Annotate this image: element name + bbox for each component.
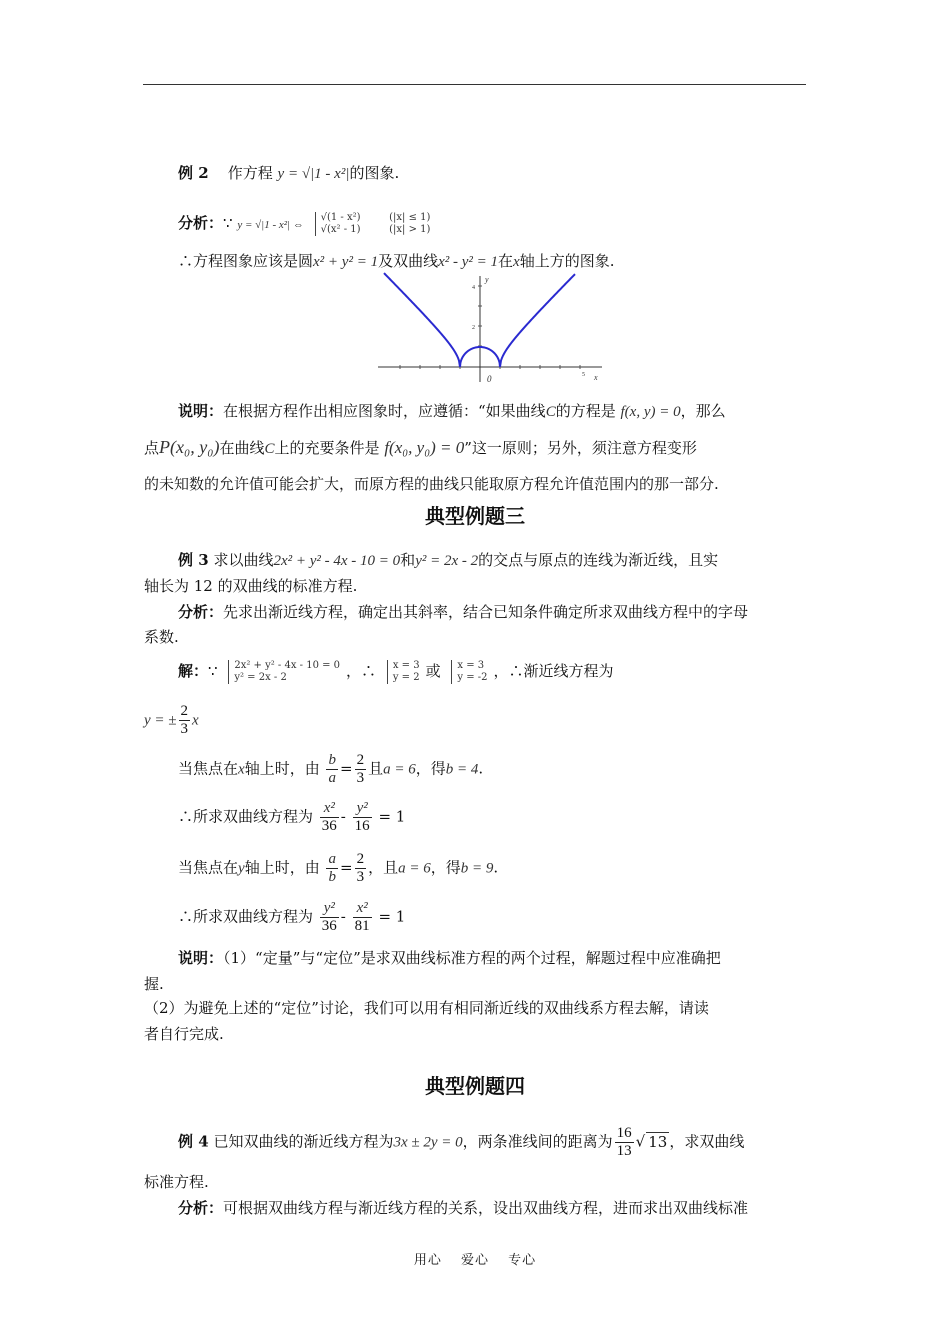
text: C [264, 441, 275, 457]
text: 3x ± 2y = 0 [393, 1134, 463, 1151]
curve-graph [372, 272, 608, 390]
text: ∵ [223, 214, 233, 232]
sqrt-radicand: 13 [648, 1132, 668, 1151]
text: 及双曲线 [378, 252, 439, 270]
text: 在根据方程作出相应图象时，应遵循：“如果曲线 [223, 402, 546, 420]
text: 13 [616, 1143, 632, 1159]
text: 的图象. [349, 164, 400, 182]
example-2-analysis [178, 212, 436, 236]
text: x [513, 254, 520, 270]
text: 当焦点在 [178, 759, 239, 778]
text: (|x| > 1) [389, 224, 431, 235]
text: y² [353, 800, 372, 818]
fraction [355, 752, 367, 787]
text: b = 9 [460, 860, 494, 877]
fraction [179, 703, 191, 738]
fraction [353, 800, 372, 835]
case-y-focus [178, 851, 498, 886]
asymptote-equation [144, 703, 199, 738]
fraction [615, 1125, 634, 1160]
text: 求以曲线 [213, 551, 274, 569]
fraction [353, 900, 372, 935]
text: 轴上时，由 [244, 759, 320, 778]
text: 2 [180, 703, 189, 719]
text: 2x² + y² - 4x - 10 = 0 [234, 660, 341, 671]
text: x² [320, 800, 339, 818]
text: 点 [144, 439, 160, 457]
text: 在 [498, 252, 514, 270]
text: 36 [321, 818, 337, 834]
text: . [493, 858, 499, 877]
text: 上的充要条件是 [274, 439, 380, 457]
example-3-analysis-line-1 [178, 602, 748, 622]
example-4-line-1: 例 4 已知双曲线的渐近线方程为3x ± 2y = 0，两条准线间的距离为 $\frac{16}{13}$ √ 13 ，求双曲线 [178, 1125, 745, 1159]
text: x [192, 712, 199, 729]
tick-label-y-top: 4 [472, 285, 475, 291]
text: = 1 [378, 807, 406, 826]
text: ，求双曲线 [669, 1132, 745, 1151]
note-2-line-3: 的未知数的允许值可能会扩大，而原方程的曲线只能取原方程允许值范围内的那一部分. [144, 475, 719, 493]
text: ，∴渐近线方程为 [493, 662, 614, 680]
text: 在曲线 [219, 439, 265, 457]
example-3-line-1 [178, 550, 718, 571]
case-x-focus [178, 752, 483, 787]
fraction [326, 752, 338, 787]
text: a = 6 [398, 860, 431, 877]
fraction [355, 851, 367, 886]
fraction [320, 800, 339, 835]
text: 的方程是 [555, 402, 616, 420]
analysis-label: 分析： [178, 1199, 224, 1217]
text: ”这一原则；另外，须注意方程变形 [464, 439, 697, 457]
example-2-conclusion [178, 251, 615, 272]
origin-label: 0 [487, 374, 492, 384]
fraction [326, 851, 338, 886]
fraction [320, 900, 339, 935]
solution-brace-2 [451, 660, 487, 684]
note-2-line-2 [144, 437, 697, 459]
text: 16 [616, 1125, 632, 1141]
text: 的交点与原点的连线为渐近线，且实 [478, 551, 719, 569]
example-4-line-2: 标准方程. [144, 1173, 209, 1191]
text: 或 [425, 662, 441, 680]
text: ，∴ [346, 662, 377, 680]
text: （1）“定量”与“定位”是求双曲线标准方程的两个过程，解题过程中应准确把 [223, 949, 721, 967]
result-x-equation [178, 800, 405, 835]
note-3-line-2: 握. [144, 975, 164, 993]
example-3-line-2: 轴长为 12 的双曲线的标准方程. [144, 577, 358, 595]
text: (|x| ≤ 1) [389, 212, 431, 223]
text: a [328, 851, 336, 867]
text: ，得 [415, 759, 446, 778]
text: 3 [180, 721, 189, 737]
analysis-label: 分析： [178, 603, 224, 621]
text: P(x₀, y₀) [159, 437, 220, 457]
text: = [339, 759, 353, 778]
text: - [340, 807, 346, 826]
text: 2x² + y² - 4x - 10 = 0 [273, 553, 401, 569]
note-3-line-3: （2）为避免上述的“定位”讨论，我们可以用有相同渐近线的双曲线系方程去解，请读 [144, 999, 709, 1017]
equation: y = √|1 - x²| [277, 166, 350, 182]
text: y² [320, 900, 339, 918]
text: √(x² - 1) [320, 224, 361, 235]
text: 当焦点在 [178, 858, 239, 877]
solution-label: 解： [178, 662, 209, 680]
text: 作方程 [227, 164, 273, 182]
text: 2 [356, 752, 365, 768]
text: 轴上时，由 [244, 858, 320, 877]
result-y-equation [178, 900, 405, 935]
example-3-solution [178, 660, 614, 684]
x-axis-label: x [594, 373, 598, 382]
text: x² + y² = 1 [313, 254, 379, 270]
solution-brace-1 [387, 660, 420, 684]
note-label: 说明： [178, 402, 224, 420]
header-rule [143, 84, 806, 85]
y-axis-label: y [485, 275, 489, 284]
text: 已知双曲线的渐近线方程为 [213, 1132, 394, 1151]
tick-label-x-right: 5 [582, 372, 585, 378]
text: a [328, 770, 336, 786]
text: - [340, 907, 346, 926]
section-title-3: 典型例题三 [425, 504, 525, 528]
text: 36 [321, 918, 337, 934]
note-label: 说明： [178, 949, 224, 967]
text: ∵ [208, 662, 218, 680]
text: y = 2 [392, 672, 420, 683]
text: ∴所求双曲线方程为 [178, 907, 314, 926]
analysis-label: 分析： [178, 214, 224, 232]
example-label: 例 3 [178, 551, 209, 569]
text: ，那么 [680, 402, 726, 420]
piecewise-brace [315, 212, 431, 236]
text: b = 4 [445, 761, 479, 778]
text: x [238, 761, 245, 778]
text: ∴所求双曲线方程为 [178, 807, 314, 826]
text: 和 [400, 551, 416, 569]
page-footer: 用心 爱心 专心 [413, 1253, 537, 1268]
text: x = 3 [457, 660, 485, 671]
example-4-analysis [178, 1198, 748, 1218]
text: y = ± [144, 712, 177, 729]
text: = 1 [378, 907, 406, 926]
example-label: 例 4 [178, 1132, 209, 1151]
text: 先求出渐近线方程，确定出其斜率，结合已知条件确定所求双曲线方程中的字母 [223, 603, 749, 621]
text: 81 [354, 918, 370, 934]
text: y² = 2x - 2 [234, 672, 287, 683]
text: 可根据双曲线方程与渐近线方程的关系，设出双曲线方程，进而求出双曲线标准 [223, 1199, 749, 1217]
text: 且 [368, 759, 384, 778]
text: y [238, 860, 245, 877]
text: . [478, 759, 484, 778]
text: b [328, 752, 336, 768]
text: y = -2 [457, 672, 488, 683]
text: ，得 [430, 858, 461, 877]
equation: y = √|1 - x²| ⇔ [237, 219, 304, 231]
hyperbola-right-branch [500, 274, 575, 367]
text: y² = 2x - 2 [415, 553, 479, 569]
text: C [545, 404, 556, 420]
text: 3 [356, 770, 365, 786]
text: a = 6 [383, 761, 416, 778]
text: b [328, 869, 336, 885]
text: x² - y² = 1 [438, 254, 499, 270]
text: 3 [356, 869, 365, 885]
tick-label-y-mid: 2 [472, 325, 475, 331]
section-title-4: 典型例题四 [425, 1074, 525, 1098]
hyperbola-left-branch [384, 273, 460, 367]
text: = [339, 858, 353, 877]
text: 2 [356, 851, 365, 867]
text: x² [353, 900, 372, 918]
example-label: 例 2 [178, 164, 209, 182]
text: ，且 [368, 858, 399, 877]
text: ，两条准线间的距离为 [462, 1132, 613, 1151]
text: f(x₀, y₀) = 0 [384, 438, 465, 457]
system-brace [228, 660, 340, 684]
text: 轴上方的图象. [519, 252, 615, 270]
text: f(x, y) = 0 [620, 404, 681, 420]
text: √(1 - x²) [320, 212, 361, 223]
example-2-line [178, 163, 399, 184]
example-3-analysis-line-2: 系数. [144, 628, 179, 646]
text: 16 [354, 818, 370, 834]
note-3-line-1 [178, 948, 721, 968]
text: ∴方程图象应该是圆 [178, 252, 314, 270]
note-3-line-4: 者自行完成. [144, 1025, 224, 1043]
text: x = 3 [392, 660, 420, 671]
note-2-line-1 [178, 401, 726, 422]
